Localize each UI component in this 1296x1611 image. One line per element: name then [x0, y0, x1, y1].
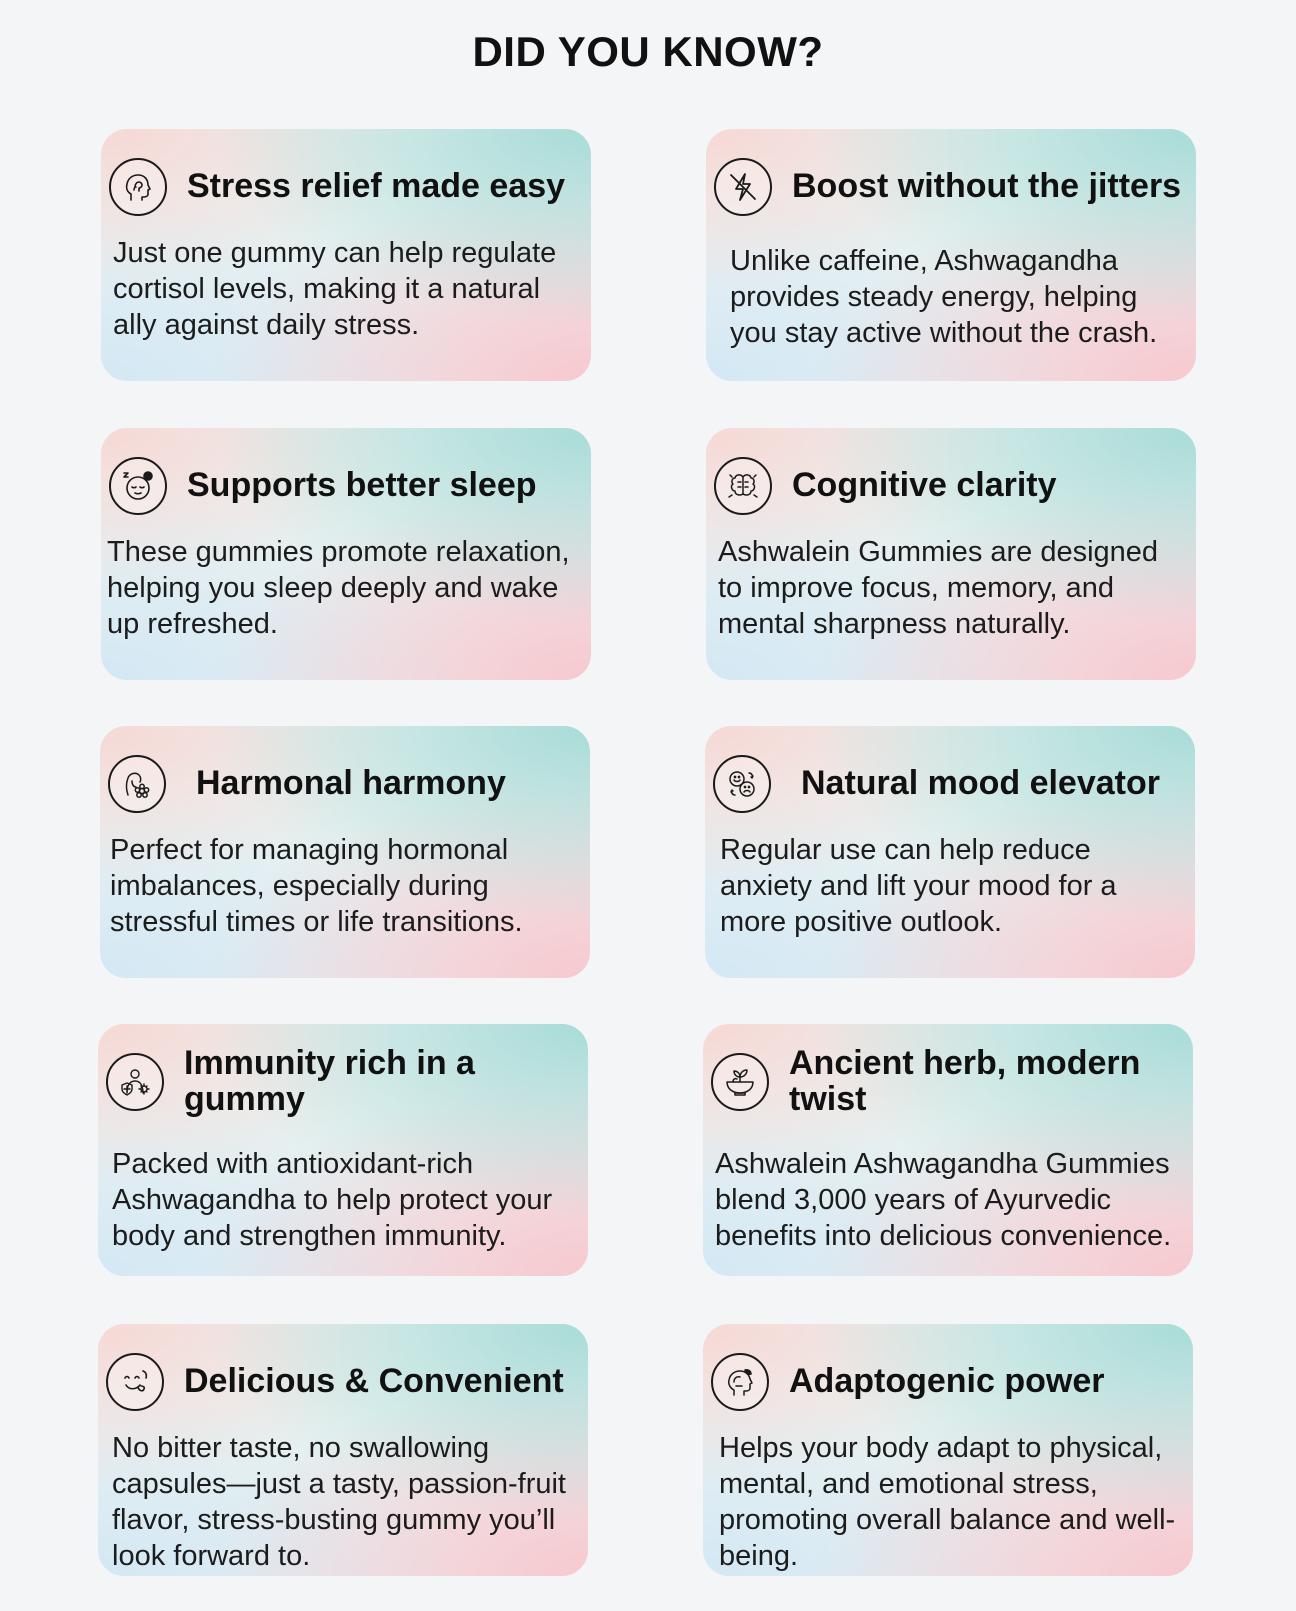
card-title: Immunity rich in a gummy — [184, 1044, 475, 1118]
card-title: Supports better sleep — [187, 466, 537, 505]
card-text: Regular use can help reduce anxiety and lift your mood for a more positive outlook. — [720, 834, 1117, 938]
card-text: Ashwalein Gummies are designed to improve focus, memory, and mental sharpness naturally. — [718, 536, 1159, 640]
fact-card-cognitive — [706, 428, 1196, 680]
card-title: Harmonal harmony — [196, 764, 506, 803]
card-text: These gummies promote relaxation, helping you sleep deeply and wake up refreshed. — [107, 536, 570, 640]
brain-icon — [714, 457, 772, 515]
fact-card-stress-relief — [101, 129, 591, 381]
fact-card-delicious — [98, 1324, 588, 1576]
card-text: Perfect for managing hormonal imbalances, especially during stressful times or life transitions. — [110, 834, 523, 938]
tasty-face-icon — [106, 1353, 164, 1411]
card-text: Unlike caffeine, Ashwagandha provides steady energy, helping you stay active without the crash. — [730, 245, 1158, 349]
card-text: Packed with antioxidant-rich Ashwagandha to help protect your body and strengthen immunity. — [112, 1148, 553, 1252]
adaptogen-mind-icon — [711, 1353, 769, 1411]
herb-bowl-icon — [711, 1053, 769, 1111]
head-mind-icon — [109, 158, 167, 216]
woman-flower-icon — [108, 755, 166, 813]
card-title: Stress relief made easy — [187, 167, 566, 206]
card-title: Boost without the jitters — [792, 167, 1182, 206]
card-text: Ashwalein Ashwagandha Gummies blend 3,000 years of Ayurvedic benefits into delicious convenience. — [715, 1148, 1172, 1252]
fact-card-adaptogenic — [703, 1324, 1193, 1576]
immunity-shield-icon — [106, 1053, 164, 1111]
mood-faces-icon — [713, 755, 771, 813]
fact-card-sleep — [101, 428, 591, 680]
fact-card-boost — [706, 129, 1196, 381]
card-text: No bitter taste, no swallowing capsules—just a tasty, passion-fruit flavor, stress-busting gummy you’ll look forward to. — [112, 1432, 566, 1572]
card-title: Adaptogenic power — [789, 1362, 1105, 1401]
card-title: Natural mood elevator — [801, 764, 1160, 803]
sleeping-face-icon — [109, 457, 167, 515]
page-title: DID YOU KNOW? — [472, 28, 824, 75]
fact-card-hormonal — [100, 726, 590, 978]
card-title: Delicious & Convenient — [184, 1362, 564, 1401]
card-text: Helps your body adapt to physical, mental, and emotional stress, promoting overall balance and well-being. — [719, 1432, 1176, 1572]
fact-card-mood — [705, 726, 1195, 978]
card-title: Ancient herb, modern twist — [789, 1044, 1141, 1118]
card-text: Just one gummy can help regulate cortisol levels, making it a natural ally against daily stress. — [113, 237, 557, 341]
fact-card-ancient-herb — [703, 1024, 1193, 1276]
no-lightning-icon — [714, 158, 772, 216]
card-title: Cognitive clarity — [792, 466, 1057, 505]
fact-card-immunity — [98, 1024, 588, 1276]
